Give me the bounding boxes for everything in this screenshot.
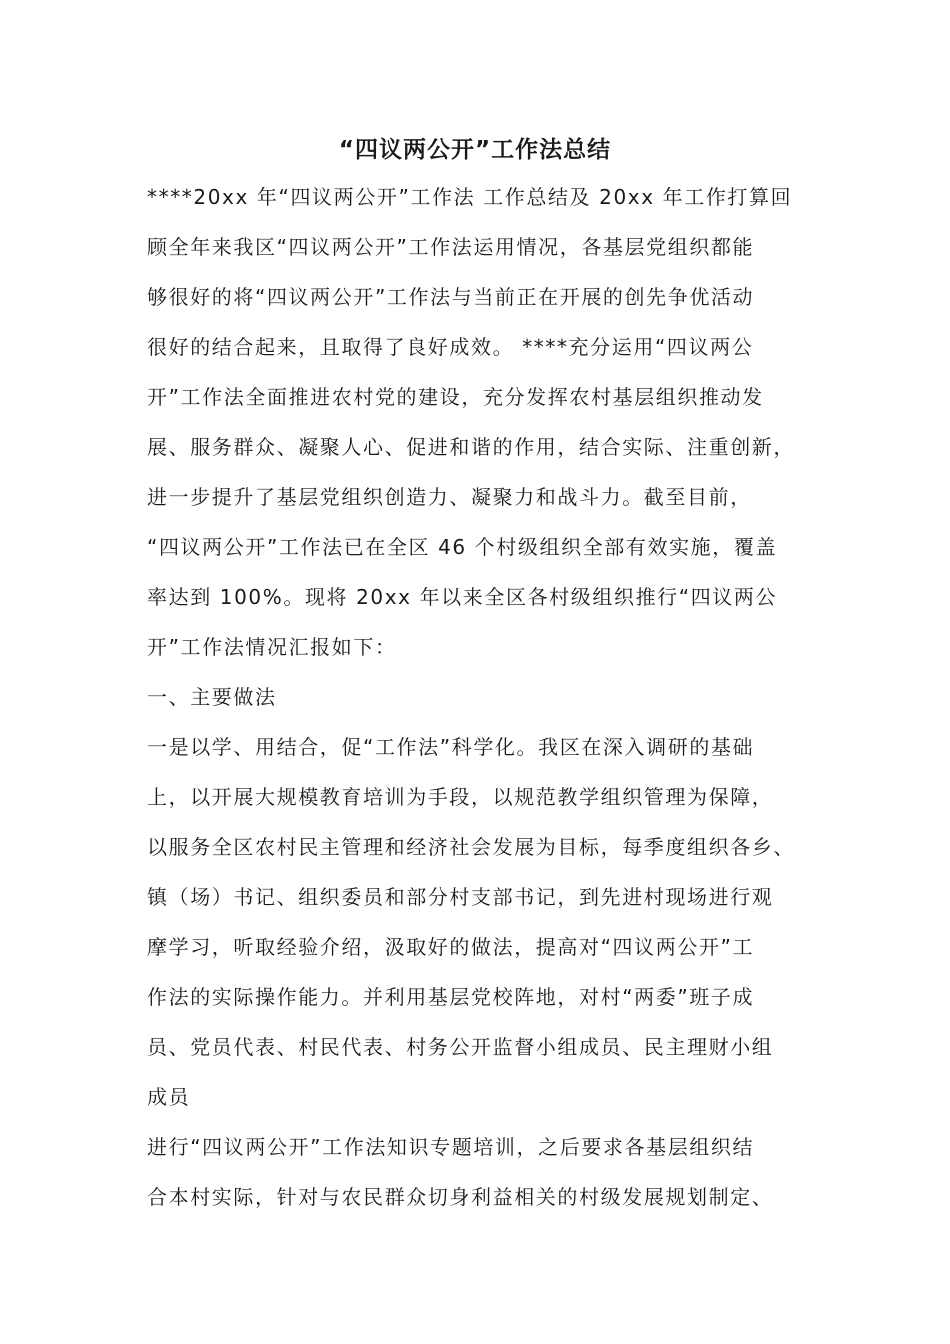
body-line-4: 很好的结合起来，且取得了良好成效。 ****充分运用“四议两公 — [147, 335, 754, 359]
body-line-2: 顾全年来我区“四议两公开”工作法运用情况，各基层党组织都能 — [147, 235, 755, 259]
body-line-16: 摩学习，听取经验介绍，汲取好的做法，提高对“四议两公开”工 — [147, 935, 755, 959]
body-line-1: ****20xx 年“四议两公开”工作法 工作总结及 20xx 年工作打算回 — [147, 185, 793, 209]
body-line-9: 率达到 100%。现将 20xx 年以来全区各村级组织推行“四议两公 — [147, 585, 778, 609]
body-line-12: 一是以学、用结合，促“工作法”科学化。我区在深入调研的基础 — [147, 735, 755, 759]
body-line-14: 以服务全区农村民主管理和经济社会发展为目标，每季度组织各乡、 — [147, 835, 795, 859]
body-line-10: 开”工作法情况汇报如下： — [147, 635, 397, 659]
body-line-19: 成员 — [147, 1085, 191, 1109]
body-line-3: 够很好的将“四议两公开”工作法与当前正在开展的创先争优活动 — [147, 285, 755, 309]
body-line-17: 作法的实际操作能力。并利用基层党校阵地，对村“两委”班子成 — [147, 985, 755, 1009]
body-line-21: 合本村实际，针对与农民群众切身利益相关的村级发展规划制定、 — [147, 1185, 774, 1209]
document-title: “四议两公开”工作法总结 — [338, 137, 612, 163]
body-line-6: 展、服务群众、凝聚人心、促进和谐的作用，结合实际、注重创新， — [147, 435, 795, 459]
body-line-8: “四议两公开”工作法已在全区 46 个村级组织全部有效实施，覆盖 — [147, 535, 778, 559]
body-line-18: 员、党员代表、村民代表、村务公开监督小组成员、民主理财小组 — [147, 1035, 774, 1059]
body-line-13: 上，以开展大规模教育培训为手段，以规范教学组织管理为保障， — [147, 785, 774, 809]
body-line-20: 进行“四议两公开”工作法知识专题培训，之后要求各基层组织结 — [147, 1135, 755, 1159]
body-line-15: 镇（场）书记、组织委员和部分村支部书记，到先进村现场进行观 — [147, 885, 774, 909]
section-heading-main-practices: 一、主要做法 — [147, 685, 277, 709]
body-line-7: 进一步提升了基层党组织创造力、凝聚力和战斗力。截至目前， — [147, 485, 752, 509]
body-line-5: 开”工作法全面推进农村党的建设，充分发挥农村基层组织推动发 — [147, 385, 764, 409]
